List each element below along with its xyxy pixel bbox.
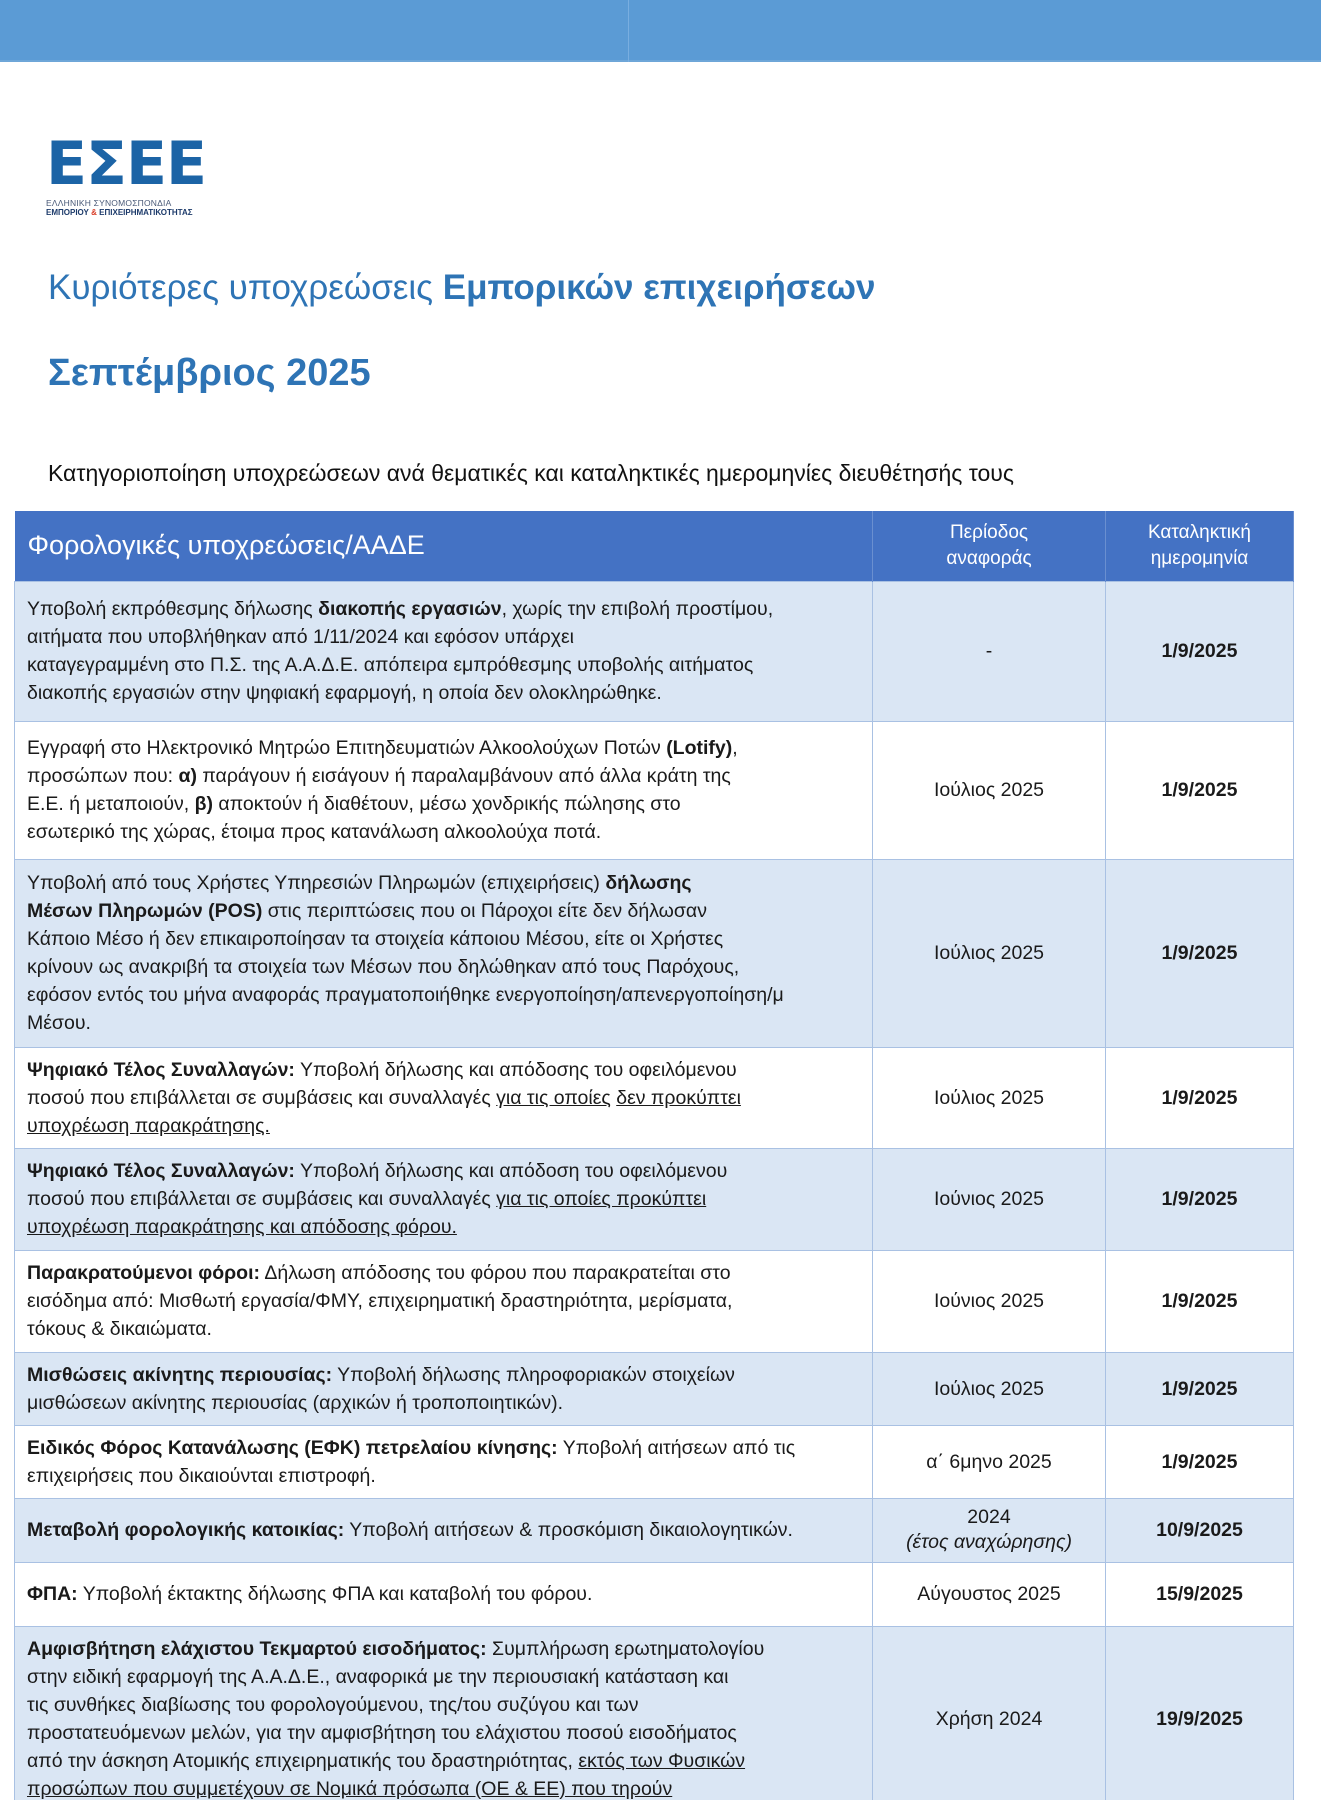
text: , [732,737,738,759]
description-line [27,1635,860,1663]
description-line [27,734,860,762]
text: Υποβολή δήλωσης πληροφοριακών στοιχείων [332,1363,735,1386]
bold-text: ΦΠΑ: [27,1583,78,1605]
period-value: Ιούλιος 2025 [933,1377,1045,1400]
reference-period [873,1498,1106,1562]
text: Υποβολή δήλωσης και απόδοση του οφειλόμενου [294,1160,728,1182]
obligation-description [15,1562,873,1626]
text: ποσού που επιβάλλεται σε συμβάσεις και συναλλαγές [27,1086,497,1109]
text: καταγεγραμμένη στο Π.Σ. της Α.Α.Δ.Ε. απόπειρα εμπρόθεσμης υποβολής αιτήματος [27,654,754,676]
text: προστατευόμενων μελών, για την αμφισβήτηση του ελάχιστου ποσού εισοδήματος [27,1721,737,1744]
table-row [15,581,1294,721]
bold-text: διακοπής εργασιών [318,598,502,620]
description-line [27,953,860,981]
deadline-date: 19/9/2025 [1106,1626,1294,1800]
description-line [27,651,860,679]
description-line [27,1516,860,1544]
table-header-row [15,511,1294,581]
period-value: Ιούλιος 2025 [933,779,1045,801]
text: από την άσκηση Ατομικής επιχειρηματικής του δραστηριότητας, [27,1749,579,1772]
bold-text: Παρακρατούμενοι φόροι: [27,1262,260,1284]
description-line [27,762,860,790]
obligation-description [15,1250,873,1352]
obligation-description [15,1148,873,1250]
header-period-line1: Περίοδος [949,521,1029,543]
underlined-text: υποχρέωση παρακράτησης. [27,1114,270,1137]
text: Υποβολή έκτακτης δήλωσης ΦΠΑ και καταβολή του φόρου. [77,1583,593,1605]
text: αιτήματα που υποβλήθηκαν από 1/11/2024 και εφόσον υπάρχει [27,626,574,648]
reference-period [873,1047,1106,1148]
deadline-date: 1/9/2025 [1106,1352,1294,1425]
text: εφόσον εντός του μήνα αναφοράς πραγματοποιήθηκε ενεργοποίηση/απενεργοποίηση/μ [27,984,784,1006]
text: διακοπής εργασιών στην ψηφιακή εφαρμογή, η οποία δεν ολοκληρώθηκε. [27,682,662,704]
bold-text: Μέσων Πληρωμών (POS) [27,900,263,922]
bold-text: Μισθώσεις ακίνητης περιουσίας: [27,1363,333,1386]
description-line [27,1084,860,1112]
description-line [27,1580,860,1608]
underlined-text: για τις οποίες προκύπτει [496,1188,707,1210]
text: Υποβολή εκπρόθεσμης δήλωσης [27,598,319,620]
text: εσωτερικό της χώρας, έτοιμα προς κατανάλωση αλκοολούχα ποτά. [27,821,602,843]
description-line [27,1747,860,1775]
obligations-table [14,511,1294,1800]
page-title [48,268,875,308]
text: στην ειδική εφαρμογή της Α.Α.Δ.Ε., αναφορικά με την περιουσιακή κατάσταση και [27,1665,729,1688]
description-line [27,1157,860,1185]
table-row [15,1562,1294,1626]
obligation-description [15,1047,873,1148]
table-row [15,1250,1294,1352]
text: Μέσου. [27,1012,91,1034]
period-value: Ιούνιος 2025 [933,1188,1045,1210]
description-line [27,1112,860,1140]
description-line [27,679,860,707]
text: στις περιπτώσεις που οι Πάροχοι είτε δεν δήλωσαν [262,900,707,922]
text: τόκους & δικαιώματα. [27,1318,212,1340]
period-value: Αύγουστος 2025 [917,1583,1061,1605]
description-line [27,1434,860,1462]
text: επιχειρήσεις που δικαιούνται επιστροφή. [27,1464,376,1487]
header-divider [628,0,629,62]
text: τις συνθήκες διαβίωσης του φορολογούμενου, της/του συζύγου και των [27,1693,639,1716]
deadline-date: 15/9/2025 [1106,1562,1294,1626]
bold-text: β) [194,793,214,815]
header-section-title: Φορολογικές υποχρεώσεις/ΑΑΔΕ [15,511,873,581]
period-value: Ιούλιος 2025 [933,1086,1045,1109]
table-row [15,1498,1294,1562]
underlined-text: δεν προκύπτει [616,1086,741,1109]
text: Υποβολή αιτήσεων & προσκόμιση δικαιολογητικών. [344,1519,793,1541]
description-line [27,1287,860,1315]
period-value: Ιούλιος 2025 [933,942,1045,964]
logo-mark: ΕΣΕΕ [46,129,206,199]
bold-text: Ψηφιακό Τέλος Συναλλαγών: [27,1058,295,1081]
description-line [27,869,860,897]
obligation-description [15,721,873,859]
logo-word-epixeirimatikotitas: ΕΠΙΧΕΙΡΗΜΑΤΙΚΟΤΗΤΑΣ [99,208,193,217]
text: Εγγραφή στο Ηλεκτρονικό Μητρώο Επιτηδευματιών Αλκοολούχων Ποτών [27,737,667,759]
description-line [27,981,860,1009]
description-line [27,1663,860,1691]
deadline-date: 1/9/2025 [1106,581,1294,721]
period-value: - [985,640,993,662]
description-line [27,1719,860,1747]
header-period-line2: αναφοράς [946,547,1032,569]
logo-ampersand: & [91,208,97,217]
header-deadline [1106,511,1294,581]
obligation-description [15,1425,873,1498]
table-row [15,1148,1294,1250]
underlined-text: εκτός των Φυσικών [578,1749,746,1772]
description-line [27,1775,860,1800]
reference-period [873,1352,1106,1425]
title-bold: Εμπορικών επιχειρήσεων [442,268,876,307]
description-line [27,790,860,818]
period-value: Ιούνιος 2025 [933,1290,1045,1312]
text: μισθώσεων ακίνητης περιουσίας (αρχικών ή τροποποιητικών). [27,1391,563,1414]
bold-text: Ψηφιακό Τέλος Συναλλαγών: [27,1160,295,1182]
underlined-text: προσώπων που συμμετέχουν σε Νομικά πρόσωπα (ΟΕ & ΕΕ) που τηρούν [27,1777,673,1800]
underlined-text: υποχρέωση παρακράτησης και απόδοσης φόρου. [27,1216,457,1238]
esee-logo [46,129,206,224]
description-line [27,1462,860,1490]
table-row [15,1425,1294,1498]
period-value: 2024 [967,1506,1011,1528]
text: Υποβολή δήλωσης και απόδοσης του οφειλόμενου [294,1058,737,1081]
description-line [27,897,860,925]
page-subtitle: Κατηγοριοποίηση υποχρεώσεων ανά θεματικές και καταληκτικές ημερομηνίες διευθέτησής τους [48,460,1014,486]
description-line [27,1259,860,1287]
period-value: α΄ 6μηνο 2025 [926,1450,1052,1473]
text: Κάποιο Μέσο ή δεν επικαιροποίησαν τα στοιχεία κάποιου Μέσου, είτε οι Χρήστες [27,928,724,950]
deadline-date: 1/9/2025 [1106,1425,1294,1498]
period-value: Χρήση 2024 [935,1707,1043,1730]
obligation-description [15,859,873,1047]
description-line [27,1361,860,1389]
deadline-date: 1/9/2025 [1106,859,1294,1047]
reference-period [873,1250,1106,1352]
top-header-bar [0,0,1321,62]
logo-subtitle-line1: ΕΛΛΗΝΙΚΗ ΣΥΝΟΜΟΣΠΟΝΔΙΑ [46,198,172,208]
deadline-date: 1/9/2025 [1106,1047,1294,1148]
deadline-date: 10/9/2025 [1106,1498,1294,1562]
bold-text: δήλωσης [605,872,692,894]
text: προσώπων που: [27,765,179,787]
reference-period [873,1148,1106,1250]
reference-period [873,1626,1106,1800]
reference-period [873,721,1106,859]
bold-text: Ειδικός Φόρος Κατανάλωσης (ΕΦΚ) πετρελαίου κίνησης: [27,1436,558,1459]
description-line [27,1315,860,1343]
table-row [15,1352,1294,1425]
page-month: Σεπτέμβριος 2025 [48,352,371,394]
text: αποκτούν ή διαθέτουν, μέσω χονδρικής πώλησης στο [213,793,681,815]
description-line [27,595,860,623]
description-line [27,1185,860,1213]
description-line [27,818,860,846]
text: Ε.Ε. ή μεταποιούν, [27,793,195,815]
deadline-date: 1/9/2025 [1106,1250,1294,1352]
bold-text: Αμφισβήτηση ελάχιστου Τεκμαρτού εισοδήματος: [27,1637,487,1660]
text: Υποβολή από τους Χρήστες Υπηρεσιών Πληρωμών (επιχειρήσεις) [27,872,606,894]
bold-text: (Lotify) [666,737,733,759]
underlined-text: για τις οποίες [496,1086,611,1109]
description-line [27,1691,860,1719]
description-line [27,1009,860,1037]
title-regular: Κυριότερες υποχρεώσεις [48,268,443,307]
bold-text: Μεταβολή φορολογικής κατοικίας: [27,1519,345,1541]
table-row [15,721,1294,859]
table-row [15,859,1294,1047]
description-line [27,623,860,651]
description-line [27,1056,860,1084]
text: παράγουν ή εισάγουν ή παραλαμβάνουν από άλλα κράτη της [196,765,731,787]
text: Υποβολή αιτήσεων από τις [557,1436,796,1459]
reference-period [873,859,1106,1047]
table-row [15,1047,1294,1148]
header-deadline-line2: ημερομηνία [1150,547,1249,569]
logo-word-emporiou: ΕΜΠΟΡΙΟΥ [46,208,89,217]
header-deadline-line1: Καταληκτική [1147,521,1251,543]
text: ποσού που επιβάλλεται σε συμβάσεις και συναλλαγές [27,1188,497,1210]
table-row [15,1626,1294,1800]
text: Δήλωση απόδοσης του φόρου που παρακρατείται στο [260,1262,731,1284]
text: Συμπλήρωση ερωτηματολογίου [486,1637,765,1660]
reference-period [873,1562,1106,1626]
reference-period [873,581,1106,721]
obligation-description [15,1498,873,1562]
period-note: (έτος αναχώρησης) [906,1531,1072,1553]
description-line [27,1389,860,1417]
description-line [27,1213,860,1241]
obligation-description [15,1626,873,1800]
text: εισόδημα από: Μισθωτή εργασία/ΦΜΥ, επιχειρηματική δραστηριότητα, μερίσματα, [27,1290,733,1312]
text: κρίνουν ως ανακριβή τα στοιχεία των Μέσων που δηλώθηκαν από τους Παρόχους, [27,956,740,978]
description-line [27,925,860,953]
text: , χωρίς την επιβολή προστίμου, [501,598,774,620]
obligation-description [15,1352,873,1425]
bold-text: α) [178,765,197,787]
deadline-date: 1/9/2025 [1106,1148,1294,1250]
header-period [873,511,1106,581]
deadline-date: 1/9/2025 [1106,721,1294,859]
reference-period [873,1425,1106,1498]
obligation-description [15,581,873,721]
logo-subtitle-line2 [46,208,196,217]
